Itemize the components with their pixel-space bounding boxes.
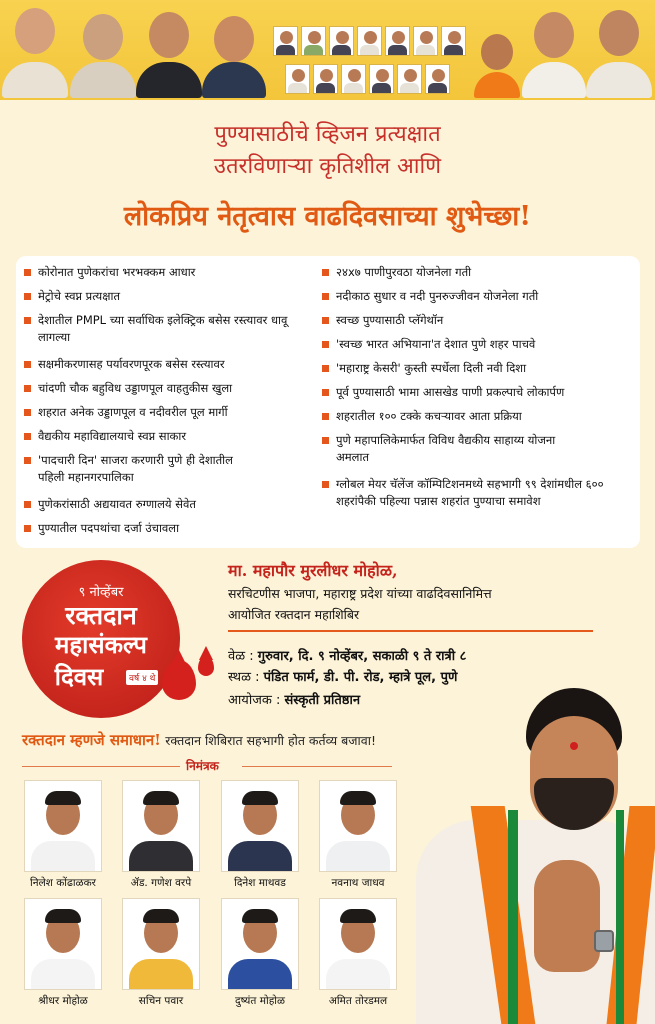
event-organizer: आयोजक : संस्कृती प्रतिष्ठान <box>228 693 361 708</box>
inviter-name: दुष्यंत मोहोळ <box>235 995 285 1007</box>
badge-line-1: रक्तदान <box>65 601 137 630</box>
badge-line-2: महासंकल्प <box>55 630 147 659</box>
leader-photo <box>2 2 68 98</box>
list-item: 'पादचारी दिन' साजरा करणारी पुणे ही देशातील पहिली महानगरपालिका <box>24 452 258 486</box>
inviter-name: सचिन पवार <box>138 995 184 1007</box>
list-item: कोरोनात पुणेकरांचा भरभक्कम आधार <box>24 264 324 281</box>
mayor-name: मा. महापौर मुरलीधर मोहोळ, <box>228 561 398 580</box>
list-item: पुणे महापालिकेमार्फत विविध वैद्यकीय साहाय्य योजना अमलात <box>322 432 572 466</box>
inviter-name: दिनेश माथवड <box>234 877 286 889</box>
list-item: चांदणी चौक बहुविध उड्डाणपूल वाहतुकीस खुला <box>24 380 324 397</box>
list-item: २४x७ पाणीपुरवठा योजनेला गती <box>322 264 642 281</box>
slogan <box>22 730 376 750</box>
year-badge: वर्ष ४ थे <box>126 670 158 685</box>
leader-photo <box>474 28 520 98</box>
mayor-portrait <box>408 680 655 1024</box>
list-item: नदीकाठ सुधार व नदी पुनरुज्जीवन योजनेला गती <box>322 288 642 305</box>
achievements-panel <box>16 256 640 548</box>
inviter-photo <box>319 898 397 990</box>
inviter-photo <box>319 780 397 872</box>
divider <box>242 766 392 767</box>
leader-photo <box>70 8 136 98</box>
leader-photo <box>202 10 266 98</box>
inviter-photo <box>122 780 200 872</box>
mayor-designation: सरचिटणीस भाजपा, महाराष्ट्र प्रदेश यांच्या वाढदिवसानिमित्त <box>228 586 492 601</box>
list-item: वैद्यकीय महाविद्यालयाचे स्वप्न साकार <box>24 428 324 445</box>
list-item: देशातील PMPL च्या सर्वाधिक इलेक्ट्रिक बसेस रस्त्यावर धावू लागल्या <box>24 312 308 346</box>
list-item: सक्षमीकरणासह पर्यावरणपूरक बसेस रस्त्यावर <box>24 356 324 373</box>
list-item: मेट्रोचे स्वप्न प्रत्यक्षात <box>24 288 324 305</box>
inviter-name: ॲड. गणेश वरपे <box>130 877 192 889</box>
list-item: स्वच्छ पुण्यासाठी प्लॅगेथॉन <box>322 312 642 329</box>
list-item: शहरातील १०० टक्के कचऱ्यावर आता प्रक्रिया <box>322 408 642 425</box>
list-item: शहरात अनेक उड्डाणपूल व नदीवरील पूल मार्गी <box>24 404 324 421</box>
list-item: ग्लोबल मेयर चॅलेंज कॉम्पिटिशनमध्ये सहभागी ९९ देशांमधील ६०० शहरांपैकी पहिल्या पन्नास शहरांत पुण्याचा समावेश <box>322 476 622 510</box>
blood-drop-icon <box>198 656 214 676</box>
event-title: आयोजित रक्तदान महाशिबिर <box>228 607 360 622</box>
divider <box>228 630 593 632</box>
inviter-photo <box>24 780 102 872</box>
list-item: 'महाराष्ट्र केसरी' कुस्ती स्पर्धेला दिली नवी दिशा <box>322 360 642 377</box>
leaders-banner <box>0 0 655 100</box>
inviter-name: श्रीधर मोहोळ <box>38 995 88 1007</box>
slogan-highlight: रक्तदान म्हणजे समाधान! <box>22 731 161 749</box>
birthday-greeting-title: लोकप्रिय नेतृत्वास वाढदिवसाच्या शुभेच्छा! <box>123 201 532 232</box>
inviters-title: निमंत्रक <box>186 759 219 773</box>
list-item: 'स्वच्छ भारत अभियाना'त देशात पुणे शहर पाचवे <box>322 336 642 353</box>
inviter-photo <box>24 898 102 990</box>
list-item: पुणेकरांसाठी अद्ययावत रुग्णालये सेवेत <box>24 496 324 513</box>
headline-line-1: पुण्यासाठीचे व्हिजन प्रत्यक्षात <box>214 122 441 147</box>
inviter-photo <box>221 898 299 990</box>
inviter-name: निलेश कोंढाळकर <box>30 877 96 889</box>
badge-line-3: दिवस <box>54 662 104 691</box>
inviter-photo <box>122 898 200 990</box>
list-item: पूर्व पुण्यासाठी भामा आसखेड पाणी प्रकल्पाचे लोकार्पण <box>322 384 642 401</box>
inviter-photo <box>221 780 299 872</box>
event-venue: स्थळ : पंडित फार्म, डी. पी. रोड, म्हात्रे पूल, पुणे <box>228 670 458 685</box>
leader-photo <box>522 6 586 98</box>
headline-line-2: उतरविणाऱ्या कृतिशील आणि <box>213 154 442 179</box>
list-item: पुण्यातील पदपथांचा दर्जा उंचावला <box>24 520 324 537</box>
blood-donation-badge <box>22 560 180 718</box>
event-time: वेळ : गुरुवार, दि. ९ नोव्हेंबर, सकाळी ९ ते रात्री ८ <box>228 649 467 664</box>
inviter-name: नवनाथ जाधव <box>331 877 385 889</box>
slogan-text: रक्तदान शिबिरात सहभागी होत कर्तव्य बजावा! <box>165 733 376 748</box>
divider <box>22 766 180 767</box>
badge-date: ९ नोव्हेंबर <box>78 585 124 600</box>
inviter-name: अमित तोरडमल <box>328 995 388 1007</box>
blood-drop-icon <box>162 660 196 700</box>
leader-photo <box>586 4 652 98</box>
leader-photo <box>136 6 202 98</box>
